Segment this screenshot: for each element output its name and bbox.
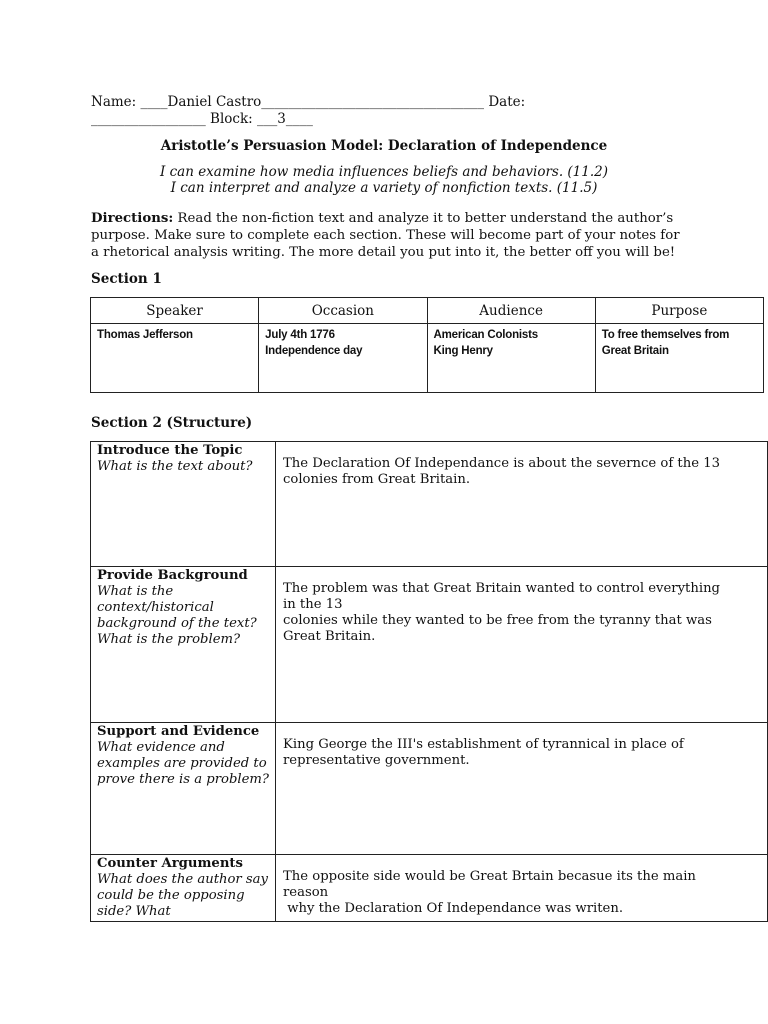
question-title: Provide Background (97, 568, 248, 583)
answer-line: colonies while they wanted to be free from the tyranny that was (283, 613, 712, 628)
audience-line: American Colonists (433, 329, 538, 341)
structure-row (91, 855, 768, 922)
header-occasion: Occasion (259, 298, 427, 324)
section1-table (90, 297, 764, 393)
audience-line: King Henry (433, 345, 493, 357)
objective-2: I can interpret and analyze a variety of nonfiction texts. (11.5) (170, 180, 598, 196)
question-cell (91, 442, 276, 567)
directions-text: Read the non-fiction text and analyze it to better understand the author’s purpose. Make sure to complete each section. These will become part of your notes for a rhetorical analysis writing. The more detail you put into it, the better off you will be! (91, 211, 680, 260)
page-title: Aristotle’s Persuasion Model: Declaration of Independence (160, 138, 608, 154)
question-title: Counter Arguments (97, 856, 243, 871)
directions-label: Directions: (91, 211, 174, 226)
answer-line: in the 13 (283, 597, 343, 612)
structure-row (91, 723, 768, 855)
speaker-line: Thomas Jefferson (97, 329, 193, 341)
answer-line: Great Britain. (283, 629, 376, 644)
section1-heading: Section 1 (91, 271, 162, 287)
answer-line: representative government. (283, 753, 470, 768)
answer-line: colonies from Great Britain. (283, 472, 471, 487)
occasion-cell[interactable] (259, 324, 427, 393)
structure-row (91, 442, 768, 567)
question-text: What evidence and examples are provided to prove there is a problem? (97, 740, 269, 787)
speaker-cell[interactable] (91, 324, 259, 393)
answer-cell[interactable] (276, 567, 768, 723)
objective-1: I can examine how media influences beliefs and behaviors. (11.2) (159, 164, 609, 180)
answer-line: why the Declaration Of Independance was writen. (283, 901, 624, 916)
name-line: Name: ____Daniel Castro_________________________________ Date: (91, 94, 526, 110)
section2-table (90, 441, 768, 922)
purpose-cell[interactable] (595, 324, 763, 393)
answer-line: The opposite side would be Great Brtain becasue its the main (283, 869, 696, 884)
occasion-line: Independence day (265, 345, 363, 357)
question-text: What does the author say could be the opposing side? What (97, 872, 268, 919)
header-speaker: Speaker (91, 298, 259, 324)
header-audience: Audience (427, 298, 595, 324)
answer-cell[interactable] (276, 442, 768, 567)
answer-cell[interactable] (276, 723, 768, 855)
section1-answer-row (91, 324, 764, 393)
answer-line: The Declaration Of Independance is about the severnce of the 13 (283, 456, 720, 471)
structure-row (91, 567, 768, 723)
header-purpose: Purpose (595, 298, 763, 324)
question-cell (91, 567, 276, 723)
occasion-line: July 4th 1776 (265, 329, 335, 341)
section1-header-row (91, 298, 764, 324)
answer-line: reason (283, 885, 329, 900)
question-cell (91, 723, 276, 855)
question-text: What is the context/historical background of the text? What is the problem? (97, 584, 257, 647)
question-title: Support and Evidence (97, 724, 260, 739)
purpose-line: Great Britain (601, 345, 669, 357)
answer-cell[interactable] (276, 855, 768, 922)
answer-line: The problem was that Great Britain wanted to control everything (283, 581, 721, 596)
answer-line: King George the III's establishment of tyrannical in place of (283, 737, 684, 752)
question-title: Introduce the Topic (97, 443, 243, 458)
question-cell (91, 855, 276, 922)
question-text: What is the text about? (97, 459, 253, 474)
section2-heading: Section 2 (Structure) (91, 415, 253, 431)
purpose-line: To free themselves from (601, 329, 730, 341)
directions (91, 210, 681, 261)
block-line: _________________ Block: ___3____ (91, 111, 313, 127)
audience-cell[interactable] (427, 324, 595, 393)
